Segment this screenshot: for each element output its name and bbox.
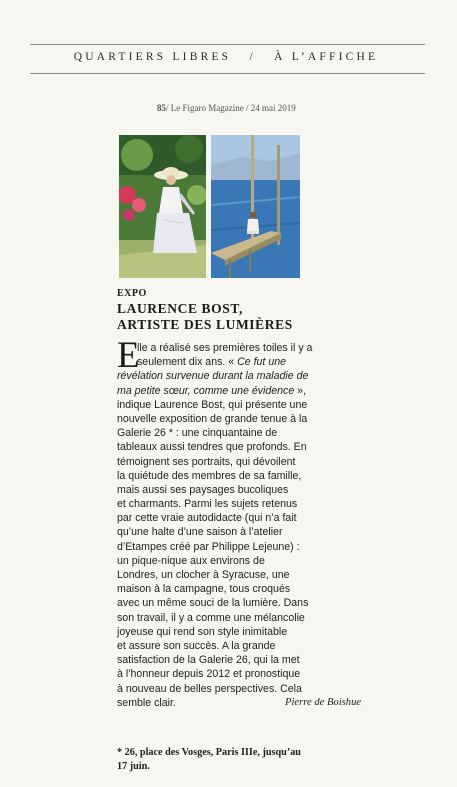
body-line: joyeuse qui rend son style inimitable bbox=[117, 625, 288, 638]
body-line: la quiétude des membres de sa famille, bbox=[117, 469, 302, 482]
body-line: et assure son succès. A la grande bbox=[117, 639, 276, 652]
footnote bbox=[117, 746, 357, 774]
body-line: nouvelle exposition de grande tenue à la bbox=[117, 412, 308, 425]
body-line bbox=[117, 696, 372, 710]
article-headline bbox=[117, 301, 367, 333]
body-line: Galerie 26 * : une cinquantaine de bbox=[117, 427, 278, 440]
footnote-line: * 26, place des Vosges, Paris IIIe, jusqu’au bbox=[117, 747, 301, 758]
painting-jetty-sea bbox=[211, 135, 300, 278]
body-line: mais aussi ses paysages bucoliques bbox=[117, 483, 289, 496]
author-signature: Pierre de Boishue bbox=[285, 696, 362, 708]
body-line bbox=[117, 384, 372, 398]
body-line: d’Etampes créé par Philippe Lejeune) : bbox=[117, 540, 300, 553]
body-line: Londres, un clocher à Syracuse, une bbox=[117, 569, 290, 581]
headline-line-2: ARTISTE DES LUMIÈRES bbox=[117, 317, 293, 332]
body-text: semble clair. bbox=[117, 696, 176, 709]
article-kicker: EXPO bbox=[117, 288, 147, 299]
body-line: un pique-nique aux environs de bbox=[117, 554, 265, 567]
body-line: qu’une halte d’une saison à l’atelier bbox=[117, 526, 283, 539]
body-line: satisfaction de la Galerie 26, qui la met bbox=[117, 654, 300, 667]
source-text: / Le Figaro Magazine / 24 mai 2019 bbox=[166, 103, 296, 113]
body-line: son travail, il y a comme une mélancolie bbox=[117, 611, 305, 624]
body-text: seulement dix ans. « bbox=[137, 356, 238, 369]
source-line bbox=[157, 103, 337, 113]
body-line bbox=[117, 369, 372, 383]
body-line: par cette vraie autodidacte (qui n’a fait bbox=[117, 512, 297, 525]
rubric-separator: / bbox=[249, 51, 256, 63]
body-line: maison à la campagne, tous croqués bbox=[117, 583, 291, 596]
quote-text: Ce fut une bbox=[237, 356, 286, 369]
body-line: avec un même souci de la lumière. Dans bbox=[117, 597, 309, 610]
body-line: à l’honneur depuis 2012 et pronostique bbox=[117, 668, 301, 681]
rubric-right: À L’AFFICHE bbox=[274, 51, 379, 63]
body-line: témoignent ses portraits, qui dévoilent bbox=[117, 455, 296, 468]
body-line bbox=[117, 355, 372, 369]
body-line: indique Laurence Bost, qui présente une bbox=[117, 398, 308, 411]
body-line: et charmants. Parmi les sujets retenus bbox=[117, 498, 298, 511]
quote-text: révélation survenue durant la maladie de bbox=[117, 370, 309, 383]
painting-woman-reading bbox=[119, 135, 206, 278]
body-line: tableaux aussi tendres que profonds. En bbox=[117, 441, 307, 454]
source-page: 85 bbox=[157, 103, 166, 113]
headline-line-1: LAURENCE BOST, bbox=[117, 301, 243, 316]
quote-text: ma petite sœur, comme une évidence bbox=[117, 384, 295, 397]
section-rubric bbox=[50, 51, 402, 63]
body-text: », bbox=[294, 384, 307, 397]
body-line: à nouveau de belles perspectives. Cela bbox=[117, 682, 302, 695]
bottom-rule bbox=[30, 73, 425, 74]
article-body bbox=[117, 335, 372, 710]
body-line: lle a réalisé ses premières toiles il y a bbox=[137, 342, 313, 354]
top-rule bbox=[30, 44, 425, 45]
rubric-left: QUARTIERS LIBRES bbox=[73, 51, 232, 63]
footnote-line: 17 juin. bbox=[117, 761, 150, 772]
drop-cap: E bbox=[117, 335, 140, 376]
